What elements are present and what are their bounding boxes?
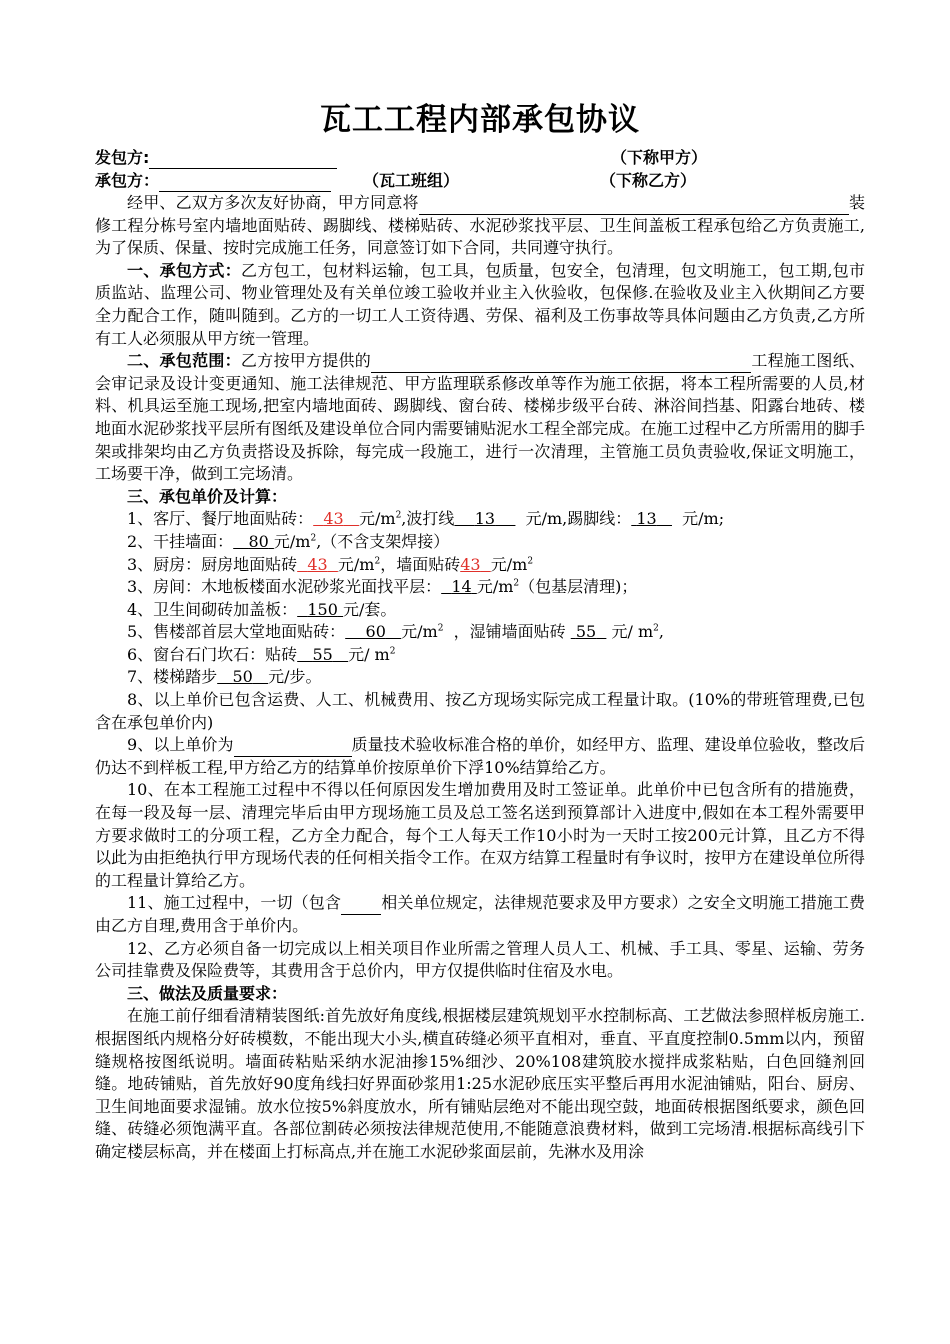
superscript: 2: [310, 533, 317, 544]
unit-label: 元/m: [273, 531, 311, 551]
clause-8: 8、以上单价已包含运费、人工、机械费用、按乙方现场实际完成工程量计取。(10%的带班管理费,已包含在承包单价内): [95, 690, 865, 732]
clause-9-text-2: 质量技术验收标准合格的单价，如经甲方、监理、建设单位验收，整改后仍达不到样板工程,甲方给乙方的结算单价按原单价下浮10%结算给乙方。: [95, 735, 865, 777]
party-b-label: 承包方：: [95, 171, 160, 190]
price-item-5-label: 4、卫生间砌砖加盖板：: [127, 599, 298, 619]
section-2-text-1: 乙方按甲方提供的: [240, 351, 372, 371]
price-value-kitchen-floor: 43: [307, 554, 328, 574]
price-item-3: [95, 554, 865, 577]
price-value-lobby-floor: 60: [365, 622, 386, 642]
price-value-window-sill: 55: [312, 644, 333, 664]
party-b-blank: [159, 173, 331, 192]
section-3-heading-line: [95, 486, 865, 509]
punctuation: ,: [658, 622, 664, 642]
drawing-name-blank: [371, 356, 751, 373]
price-item-1-text-4: 元/m;: [682, 509, 725, 529]
price-value-leveling: 14: [451, 577, 472, 597]
party-a-label: 发包方:: [95, 148, 150, 167]
price-value-border-line: 13: [474, 509, 496, 529]
intro-text-1: 经甲、乙双方多次友好协商，甲方同意将: [127, 193, 419, 212]
superscript: 2: [389, 646, 396, 657]
clause-9: [95, 734, 865, 779]
section-4-text: 在施工前仔细看清精装图纸:首先放好角度线,根据楼层建筑规划平水控制标高、工艺做法参照样板房施工.根据图纸内规格分好砖模数，不能出现大小头,横直砖缝必须平直相对，垂直、平直度控制0.5mm以内，预留缝规格按图纸说明。墙面砖粘贴采纳水泥油掺15%细沙、20%108建筑胶水搅拌成浆粘贴，白色回缝剂回缝。地砖铺贴，首先放好90度角线扫好界面砂浆用1:25水泥砂底压实平整后再用水泥油铺贴，阳台、厨房、卫生间地面要求湿铺。放水位按5%斜度放水，所有铺贴层绝对不能出现空鼓，地面砖根据图纸要求，颜色回缝、砖缝必须饱满平直。各部位割砖必须按法律规范使用,不能随意浪费材料，做到工完场清.根据标高线引下确定楼层标高，并在楼面上打标高点,并在施工水泥砂浆面层前，先淋水及用涂: [95, 1006, 865, 1161]
section-2-heading: 二、承包范围：: [127, 351, 241, 371]
unit-label: 元/m: [401, 622, 438, 642]
party-a-blank: [149, 150, 337, 169]
superscript: 2: [374, 556, 381, 567]
party-b-row: [95, 169, 865, 192]
price-item-6-label: 5、售楼部首层大堂地面贴砖：: [127, 622, 346, 642]
clause-10: 10、在本工程施工过程中不得以任何原因发生增加费用及时工签证单。此单价中已包含所有的措施费，在每一段及每一层、清理完毕后由甲方现场施工员及总工签名送到预算部计入进度中,假如在本工程外需要甲方要求做时工的分项工程，乙方全力配合，每个工人每天工作10小时为一天时工按200元计算，且乙方不得以此为由拒绝执行甲方现场代表的任何相关指令工作。在双方结算工程量时有争议时，按甲方在建设单位所得的工程量计算给乙方。: [95, 780, 865, 890]
intro-paragraph: [95, 192, 865, 260]
section-2-text-2: 工程施工图纸、会审记录及设计变更通知、施工法律规范、甲方监理联系修改单等作为施工依据，将本工程所需要的人员,材料、机具运至施工现场,把室内墙地面砖、踢脚线、窗台砖、楼梯步级平台砖、淋浴间挡基、阳露台地砖、楼地面水泥砂浆找平层所有图纸及建设单位合同内需要铺贴泥水工程全部完成。在施工过程中乙方所需用的脚手架或排架均由乙方负责搭设及拆除，每完成一段施工，进行一次清理，主管施工员负责验收,保证文明施工，工场要干净，做到工完场清。: [95, 351, 865, 484]
price-item-7: [95, 644, 865, 667]
price-item-1-label: 1、客厅、餐厅地面贴砖：: [127, 509, 314, 529]
price-item-3-label: 3、厨房：厨房地面贴砖: [127, 554, 298, 574]
section-1-paragraph: [95, 260, 865, 350]
price-item-3-text-2: ，墙面贴砖: [380, 554, 461, 574]
party-a-note: （下称甲方）: [611, 148, 708, 167]
price-item-5: [95, 599, 865, 622]
price-item-8: [95, 666, 865, 689]
price-value-lobby-wall: 55: [575, 622, 597, 642]
price-item-1: [95, 508, 865, 531]
section-3-heading: 三、承包单价及计算：: [127, 486, 288, 506]
unit-label: 元/套。: [343, 599, 397, 619]
clause-9-text-1: 9、以上单价为: [127, 735, 234, 755]
intro-text-2: 装修工程分栋号室内墙地面贴砖、踢脚线、楼梯贴砖、水泥砂浆找平层、卫生间盖板工程承包给乙方负责施工,为了保质、保量、按时完成施工任务，同意签订如下合同，共同遵守执行。: [95, 193, 865, 258]
price-item-2: [95, 531, 865, 554]
unit-label: 元/m: [337, 554, 375, 574]
superscript: 2: [395, 510, 402, 521]
price-item-1-text-2: ,波打线: [401, 509, 455, 529]
section-1-text: 乙方包工，包材料运输，包工具，包质量，包安全，包清理，包文明施工，包工期,包市质监站、监理公司、物业管理处及有关单位竣工验收并业主入伙验收，包保修.在验收及业主入伙期间乙方要全力配合工作，随叫随到。乙方的一切工人工资待遇、劳保、福利及工伤事故等具体问题由乙方负责,乙方所有工人必须服从甲方统一管理。: [95, 260, 865, 348]
clause-12: 12、乙方必须自备一切完成以上相关项目作业所需之管理人员人工、机械、手工具、零星、运输、劳务公司挂靠费及保险费等，其费用含于总价内，甲方仅提供临时住宿及水电。: [95, 938, 865, 981]
price-value-living-floor: 43: [323, 509, 344, 529]
price-item-6-text-2: ，湿铺墙面贴砖: [453, 622, 566, 642]
price-item-7-label: 6、窗台石门坎石：贴砖: [127, 644, 298, 664]
price-item-2-note: ,（不含支架焊接）: [316, 531, 450, 551]
unit-label: 元/步。: [268, 667, 322, 687]
unit-label: 元/ m: [348, 644, 390, 664]
party-a-row: [95, 146, 865, 169]
project-name-blank: [419, 198, 849, 215]
unit-label: 元/m: [490, 554, 528, 574]
document-title: 瓦工工程内部承包协议: [320, 102, 640, 138]
clause-11: [95, 892, 865, 937]
price-value-kitchen-wall: 43: [460, 554, 481, 574]
price-value-stairs: 50: [232, 667, 253, 687]
clause-11-text-1: 11、施工过程中，一切（包含: [127, 893, 342, 913]
section-2-paragraph: [95, 350, 865, 486]
superscript: 2: [653, 623, 659, 634]
unit-label: 元/ m: [611, 622, 654, 642]
unit-label: 元/m: [358, 509, 396, 529]
includes-blank: [341, 898, 381, 915]
superscript: 2: [513, 578, 520, 589]
section-1-heading: 一、承包方式：: [127, 260, 242, 280]
superscript: 2: [437, 623, 444, 634]
party-b-team: （瓦工班组）: [363, 171, 460, 190]
price-value-dry-hang: 80: [248, 531, 269, 551]
price-value-skirting: 13: [636, 509, 657, 529]
superscript: 2: [527, 556, 534, 567]
quality-standard-blank: [234, 740, 352, 757]
price-value-bathroom: 150: [307, 599, 338, 619]
price-item-2-label: 2、干挂墙面：: [127, 531, 234, 551]
section-4-heading: 三、做法及质量要求：: [127, 983, 288, 1003]
section-4-heading-line: [95, 983, 865, 1006]
unit-label: 元/m: [476, 577, 514, 597]
price-item-4-label: 3、房间：木地板楼面水泥砂浆光面找平层：: [127, 577, 442, 597]
price-item-4-note: （包基层清理)；: [519, 577, 638, 597]
price-item-1-text-3: 元/m,踢脚线：: [525, 509, 632, 529]
contract-page: [95, 100, 865, 1164]
party-b-note: （下称乙方）: [600, 171, 697, 190]
price-item-8-label: 7、楼梯踏步: [127, 667, 218, 687]
price-item-6: [95, 621, 865, 644]
price-item-4: [95, 576, 865, 599]
clause-11-text-2: 相关单位规定，法律规范要求及甲方要求）之安全文明施工措施工费由乙方自理,费用含于单价内。: [95, 893, 865, 935]
